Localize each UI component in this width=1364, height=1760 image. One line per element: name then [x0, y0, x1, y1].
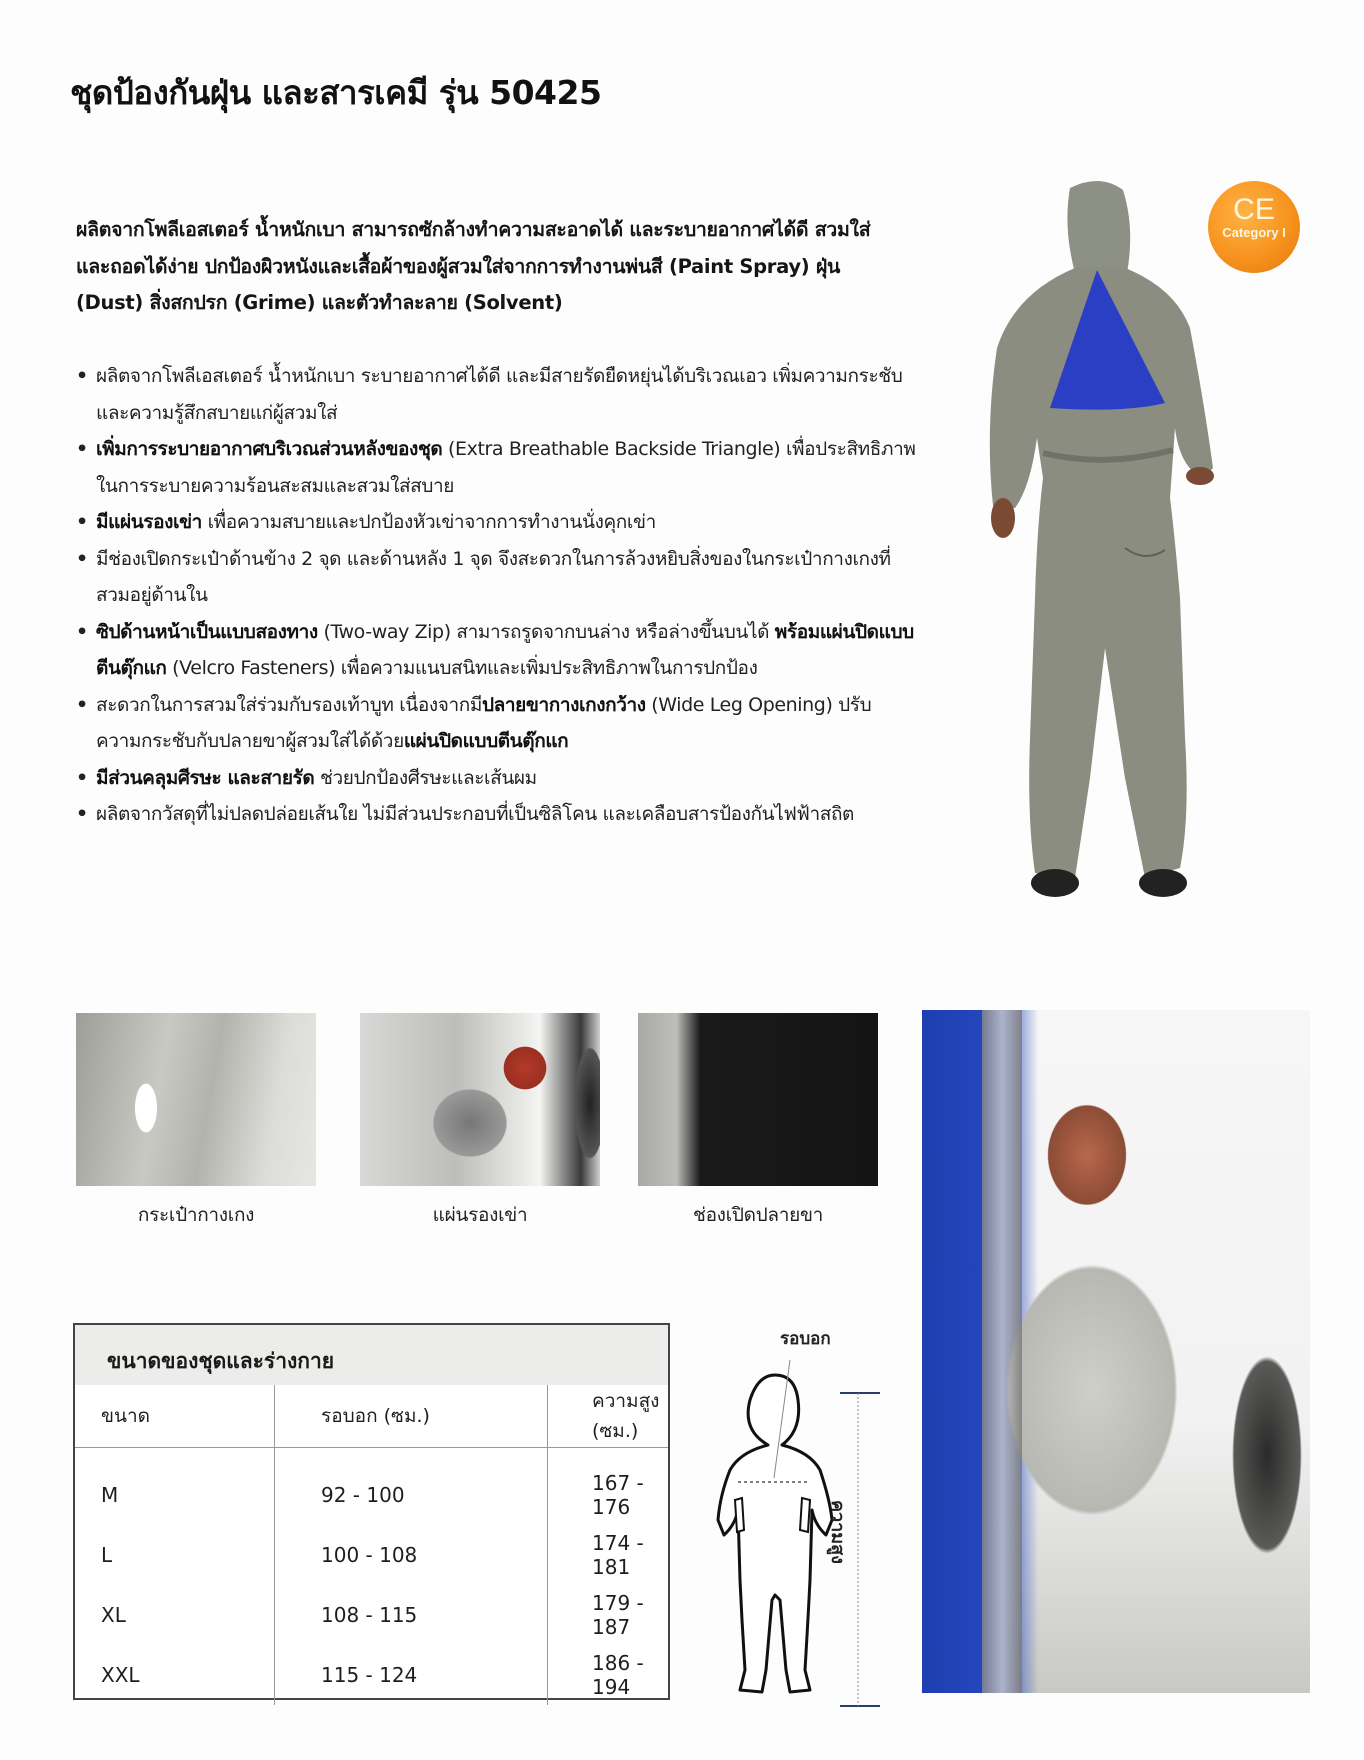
cell-chest: 108 - 115 — [275, 1585, 548, 1645]
cell-size: XL — [75, 1585, 275, 1645]
badge-line-1: CE — [1233, 193, 1275, 226]
feature-item: • สะดวกในการสวมใส่ร่วมกับรองเท้าบูท เนื่องจากมีปลายขากางเกงกว้าง (Wide Leg Opening) ปรับความกระชับกับปลายขาผู้สวมใส่ได้ด้วยแผ่นปิดแบบตีนตุ๊กแก — [76, 687, 916, 760]
page-title: ชุดป้องกันฝุ่น และสารเคมี รุ่น 50425 — [70, 73, 602, 112]
cell-size: L — [75, 1525, 275, 1585]
feature-item: • ผลิตจากวัสดุที่ไม่ปลดปล่อยเส้นใย ไม่มีส่วนประกอบที่เป็นซิลิโคน และเคลือบสารป้องกันไฟฟ้าสถิต — [76, 796, 916, 833]
size-table — [73, 1323, 670, 1700]
cell-chest: 92 - 100 — [275, 1448, 548, 1526]
feature-item: • ซิปด้านหน้าเป็นแบบสองทาง (Two-way Zip) สามารถรูดจากบนล่าง หรือล่างขึ้นบนได้ พร้อมแผ่นปิดแบบตีนตุ๊กแก (Velcro Fasteners) เพื่อความแนบสนิทและเพิ่มประสิทธิภาพในการปกป้อง — [76, 614, 916, 687]
worker-kneeling-photo — [922, 1010, 1310, 1693]
cell-height: 167 - 176 — [592, 1471, 644, 1519]
thumbnail-caption: ช่องเปิดปลายขา — [692, 1204, 824, 1226]
cell-chest: 115 - 124 — [275, 1645, 548, 1705]
feature-item: • เพิ่มการระบายอากาศบริเวณส่วนหลังของชุด (Extra Breathable Backside Triangle) เพื่อประสิทธิภาพในการระบายความร้อนสะสมและสวมใส่สบาย — [76, 431, 916, 504]
table-header-row — [75, 1385, 668, 1448]
table-row — [75, 1645, 668, 1705]
leg-opening-photo — [638, 1013, 878, 1186]
feature-list — [76, 358, 916, 833]
cell-height: 179 - 187 — [592, 1591, 644, 1639]
feature-item: • มีส่วนคลุมศีรษะ และสายรัด ช่วยปกป้องศีรษะและเส้นผม — [76, 760, 916, 797]
table-row — [75, 1525, 668, 1585]
size-table-title: ขนาดของชุดและร่างกาย — [75, 1325, 668, 1385]
feature-item: • มีแผ่นรองเข่า เพื่อความสบายและปกป้องหัวเข่าจากการทำงานนั่งคุกเข่า — [76, 504, 916, 541]
intro-paragraph: ผลิตจากโพลีเอสเตอร์ น้ำหนักเบา สามารถซักล้างทำความสะอาดได้ และระบายอากาศได้ดี สวมใส่และถอดได้ง่าย ปกป้องผิวหนังและเสื้อผ้าของผู้สวมใส่จากการทำงานพ่นสี (Paint Spray) ฝุ่น (Dust) สิ่งสกปรก (Grime) และตัวทำละลาย (Solvent) — [76, 218, 871, 314]
thumbnail-caption: กระเป๋ากางเกง — [137, 1204, 255, 1226]
body-measurement-diagram — [690, 1320, 920, 1710]
table-row — [75, 1448, 668, 1526]
header-chest: รอบอก (ซม.) — [275, 1385, 548, 1448]
header-height: ความสูง (ซม.) — [548, 1385, 669, 1448]
cell-size: M — [75, 1448, 275, 1526]
table-row — [75, 1585, 668, 1645]
chest-label: รอบอก — [780, 1329, 831, 1349]
feature-item: • มีช่องเปิดกระเป๋าด้านข้าง 2 จุด และด้านหลัง 1 จุด จึงสะดวกในการล้วงหยิบสิ่งของในกระเป๋ากางเกงที่สวมอยู่ด้านใน — [76, 541, 916, 614]
stand-pole — [982, 1010, 1022, 1693]
pocket-photo — [76, 1013, 316, 1186]
badge-line-2: Category I — [1222, 225, 1286, 240]
size-table-grid — [75, 1385, 668, 1705]
header-size: ขนาด — [75, 1385, 275, 1448]
coverall-back-photo — [975, 178, 1225, 943]
cell-chest: 100 - 108 — [275, 1525, 548, 1585]
cell-height: 174 - 181 — [592, 1531, 644, 1579]
ce-category-badge — [1208, 181, 1300, 273]
thumbnail-caption: แผ่นรองเข่า — [432, 1204, 528, 1226]
knee-pad-photo — [360, 1013, 600, 1186]
height-label: ความสูง — [827, 1500, 848, 1564]
cell-size: XXL — [75, 1645, 275, 1705]
feature-item: • ผลิตจากโพลีเอสเตอร์ น้ำหนักเบา ระบายอากาศได้ดี และมีสายรัดยืดหยุ่นได้บริเวณเอว เพิ่มความกระชับและความรู้สึกสบายแก่ผู้สวมใส่ — [76, 358, 916, 431]
cell-height: 186 - 194 — [592, 1651, 644, 1699]
